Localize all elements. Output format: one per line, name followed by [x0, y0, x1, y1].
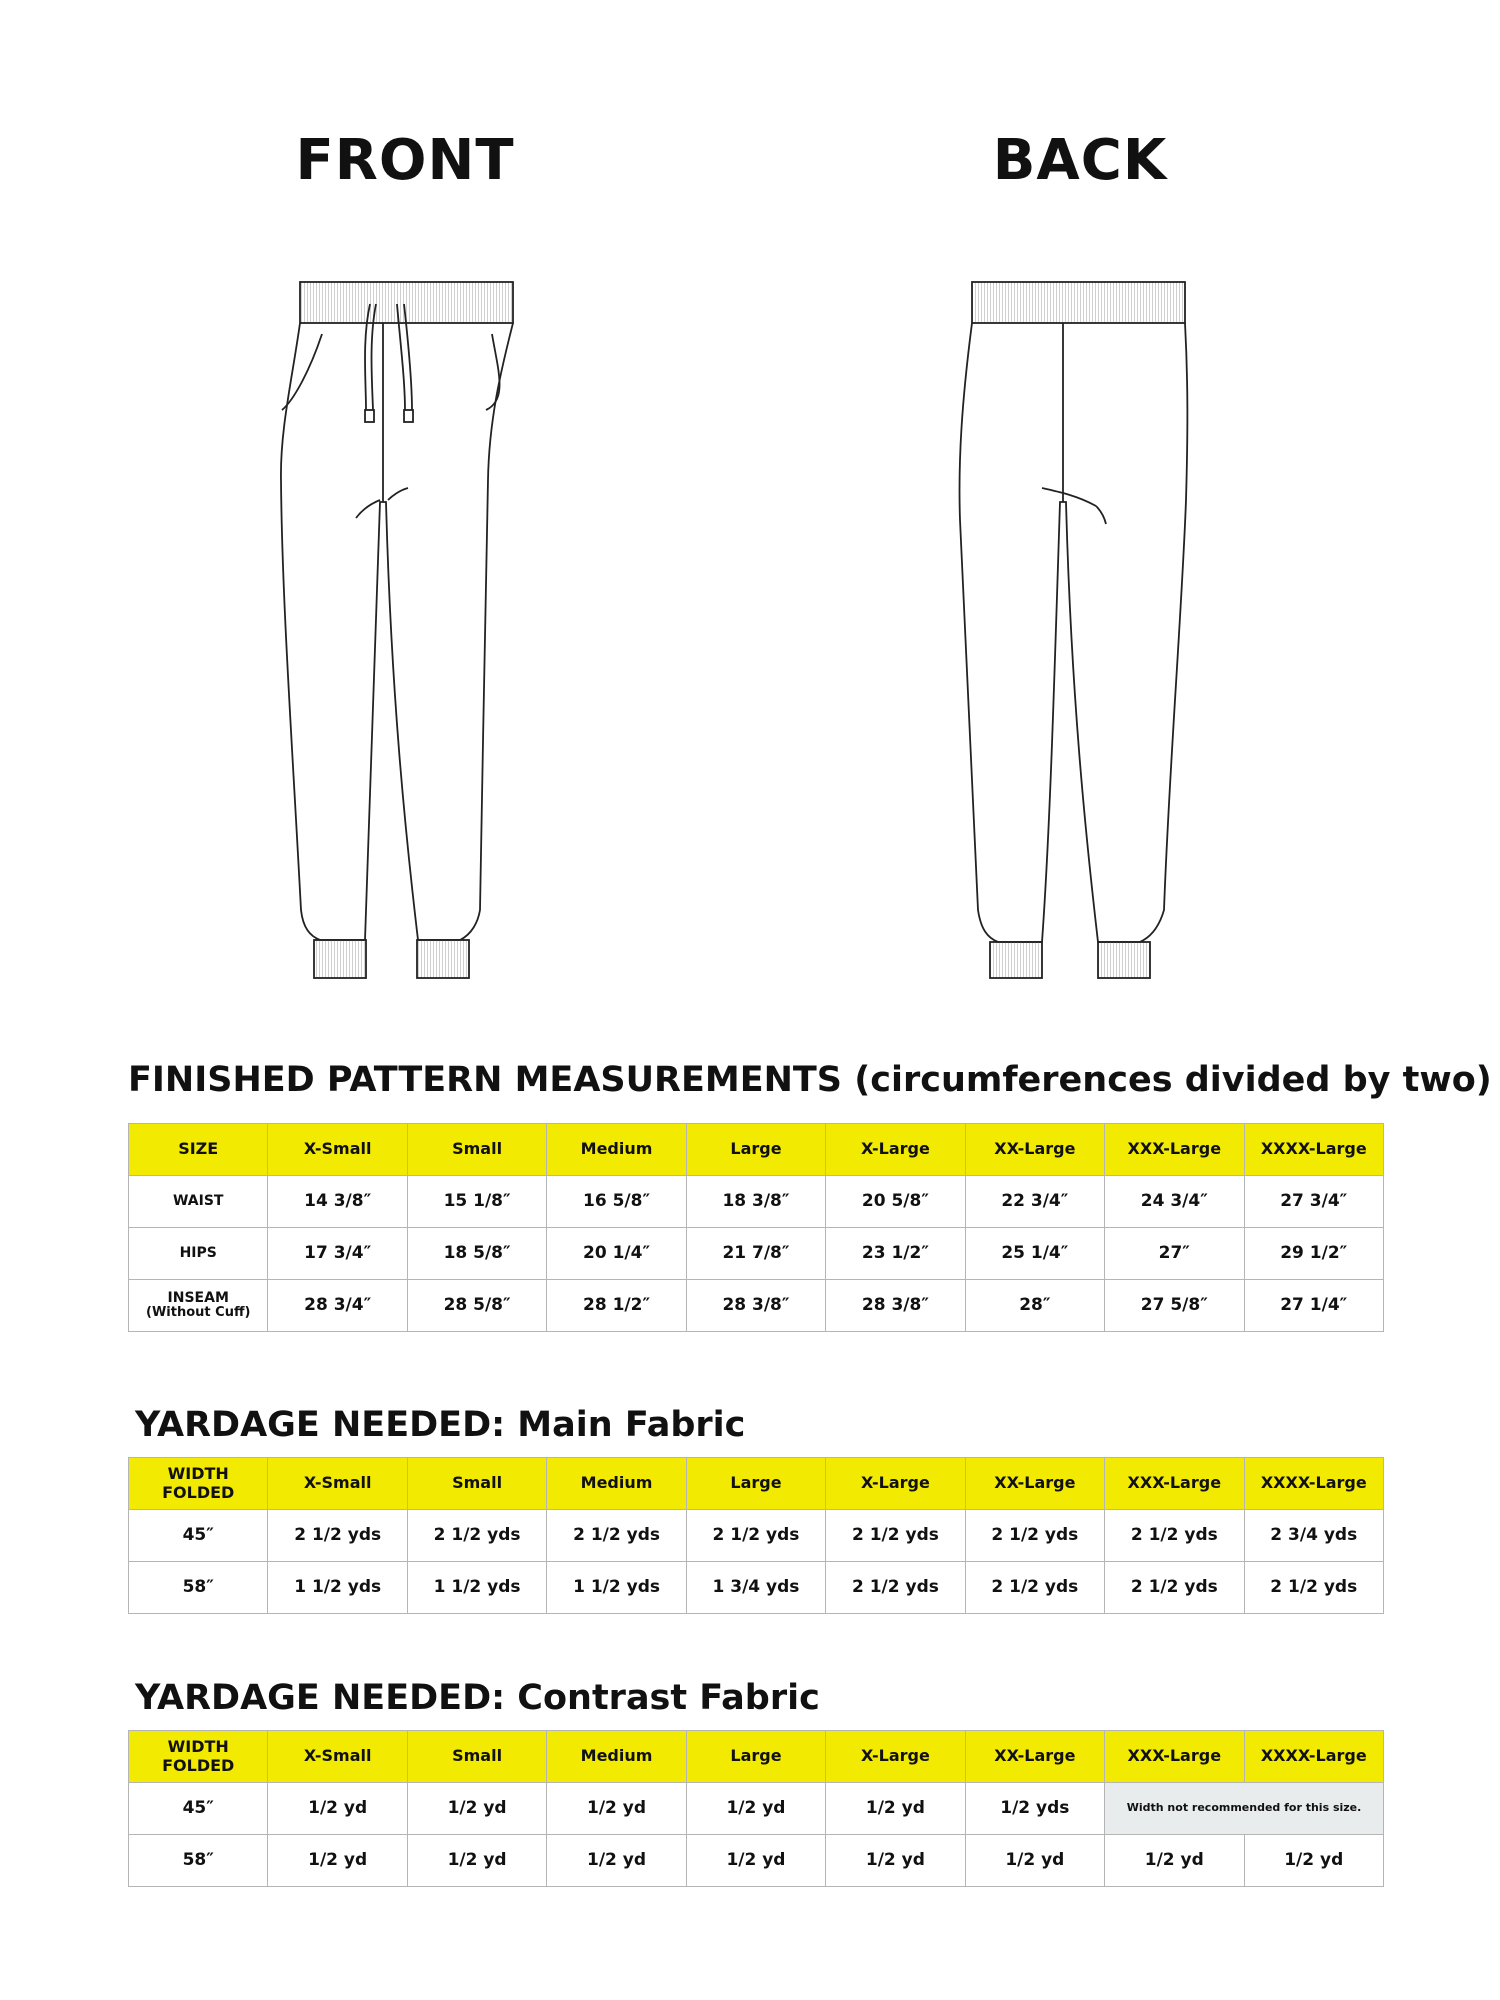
front-view-title: FRONT: [295, 128, 515, 193]
row-label-hips: HIPS: [129, 1228, 268, 1280]
table-row: [129, 1510, 1384, 1562]
front-cuff-left: [314, 940, 366, 978]
header-cell: XX-Large: [965, 1731, 1104, 1783]
header-cell: Large: [686, 1124, 825, 1176]
header-cell: X-Small: [268, 1731, 407, 1783]
row-label-45: 45″: [129, 1783, 268, 1835]
header-cell: XX-Large: [965, 1124, 1104, 1176]
width-folded-header: [129, 1458, 268, 1510]
table-cell: 28″: [965, 1280, 1104, 1332]
measurements-title: FINISHED PATTERN MEASUREMENTS (circumferences divided by two): [128, 1060, 1492, 1100]
header-cell: Small: [407, 1731, 546, 1783]
front-leg-outline: [281, 323, 513, 940]
table-row: [129, 1280, 1384, 1332]
main-fabric-title: YARDAGE NEEDED: Main Fabric: [135, 1405, 746, 1445]
not-recommended-note: Width not recommended for this size.: [1105, 1783, 1384, 1835]
table-row: [129, 1176, 1384, 1228]
table-cell: 18 3/8″: [686, 1176, 825, 1228]
table-cell: 2 1/2 yds: [1105, 1510, 1244, 1562]
table-row: [129, 1835, 1384, 1887]
table-cell: 29 1/2″: [1244, 1228, 1384, 1280]
measurements-table: [128, 1123, 1384, 1332]
table-cell: 1/2 yd: [686, 1835, 825, 1887]
table-row: [129, 1228, 1384, 1280]
table-cell: 28 3/8″: [826, 1280, 965, 1332]
contrast-fabric-table: [128, 1730, 1384, 1887]
table-cell: 2 1/2 yds: [1105, 1562, 1244, 1614]
row-label-inseam: [129, 1280, 268, 1332]
back-waistband: [972, 282, 1185, 323]
header-cell: XXX-Large: [1105, 1731, 1244, 1783]
row-label-waist: WAIST: [129, 1176, 268, 1228]
header-cell: X-Large: [826, 1458, 965, 1510]
table-cell: 1/2 yds: [965, 1783, 1104, 1835]
table-cell: 1 1/2 yds: [407, 1562, 546, 1614]
main-fabric-table: [128, 1457, 1384, 1614]
header-cell: Medium: [547, 1458, 686, 1510]
table-cell: 1 1/2 yds: [547, 1562, 686, 1614]
table-cell: 24 3/4″: [1105, 1176, 1244, 1228]
row-label-58: 58″: [129, 1562, 268, 1614]
table-cell: 2 1/2 yds: [547, 1510, 686, 1562]
back-pants-illustration: [950, 270, 1240, 980]
table-cell: 2 1/2 yds: [826, 1562, 965, 1614]
table-cell: 14 3/8″: [268, 1176, 407, 1228]
header-cell: XXX-Large: [1105, 1124, 1244, 1176]
table-row: [129, 1562, 1384, 1614]
table-cell: 27″: [1105, 1228, 1244, 1280]
table-cell: 28 5/8″: [407, 1280, 546, 1332]
table-row: [129, 1783, 1384, 1835]
table-cell: 1 1/2 yds: [268, 1562, 407, 1614]
inseam-sublabel: (Without Cuff): [146, 1305, 251, 1321]
table-cell: 1/2 yd: [547, 1835, 686, 1887]
table-cell: 28 3/8″: [686, 1280, 825, 1332]
front-waistband: [300, 282, 513, 323]
table-cell: 1/2 yd: [1105, 1835, 1244, 1887]
table-cell: 21 7/8″: [686, 1228, 825, 1280]
table-cell: 1/2 yd: [965, 1835, 1104, 1887]
table-cell: 20 1/4″: [547, 1228, 686, 1280]
header-cell: X-Large: [826, 1731, 965, 1783]
table-cell: 16 5/8″: [547, 1176, 686, 1228]
header-cell: Medium: [547, 1731, 686, 1783]
header-cell: X-Large: [826, 1124, 965, 1176]
table-cell: 22 3/4″: [965, 1176, 1104, 1228]
table-cell: 1/2 yd: [826, 1783, 965, 1835]
header-cell: XXXX-Large: [1244, 1458, 1384, 1510]
back-cuff-right: [1098, 942, 1150, 978]
table-cell: 1/2 yd: [407, 1783, 546, 1835]
table-cell: 18 5/8″: [407, 1228, 546, 1280]
back-view-title: BACK: [992, 128, 1168, 193]
table-cell: 2 3/4 yds: [1244, 1510, 1384, 1562]
header-cell: XXX-Large: [1105, 1458, 1244, 1510]
row-label-58: 58″: [129, 1835, 268, 1887]
header-cell: XXXX-Large: [1244, 1124, 1384, 1176]
header-cell: Large: [686, 1731, 825, 1783]
table-cell: 2 1/2 yds: [826, 1510, 965, 1562]
table-cell: 2 1/2 yds: [965, 1562, 1104, 1614]
table-cell: 25 1/4″: [965, 1228, 1104, 1280]
header-cell: Small: [407, 1124, 546, 1176]
header-cell: SIZE: [129, 1124, 268, 1176]
table-cell: 27 5/8″: [1105, 1280, 1244, 1332]
inseam-label: INSEAM: [167, 1289, 229, 1306]
front-pants-illustration: [270, 270, 560, 980]
back-leg-outline: [960, 323, 1188, 942]
table-cell: 2 1/2 yds: [1244, 1562, 1384, 1614]
folded-label: FOLDED: [162, 1755, 235, 1775]
table-cell: 1/2 yd: [1244, 1835, 1384, 1887]
header-cell: X-Small: [268, 1124, 407, 1176]
table-cell: 27 1/4″: [1244, 1280, 1384, 1332]
table-cell: 2 1/2 yds: [268, 1510, 407, 1562]
table-cell: 2 1/2 yds: [686, 1510, 825, 1562]
header-cell: Small: [407, 1458, 546, 1510]
table-cell: 2 1/2 yds: [407, 1510, 546, 1562]
table-cell: 28 1/2″: [547, 1280, 686, 1332]
header-cell: Medium: [547, 1124, 686, 1176]
table-cell: 2 1/2 yds: [965, 1510, 1104, 1562]
table-cell: 1/2 yd: [547, 1783, 686, 1835]
width-label: WIDTH: [167, 1464, 229, 1484]
contrast-fabric-title: YARDAGE NEEDED: Contrast Fabric: [135, 1678, 820, 1718]
table-cell: 1/2 yd: [268, 1783, 407, 1835]
folded-label: FOLDED: [162, 1482, 235, 1502]
table-cell: 1/2 yd: [268, 1835, 407, 1887]
table-cell: 23 1/2″: [826, 1228, 965, 1280]
front-cuff-right: [417, 940, 469, 978]
table-cell: 28 3/4″: [268, 1280, 407, 1332]
header-cell: XX-Large: [965, 1458, 1104, 1510]
row-label-45: 45″: [129, 1510, 268, 1562]
table-cell: 1 3/4 yds: [686, 1562, 825, 1614]
table-cell: 20 5/8″: [826, 1176, 965, 1228]
table-cell: 15 1/8″: [407, 1176, 546, 1228]
table-cell: 1/2 yd: [686, 1783, 825, 1835]
back-cuff-left: [990, 942, 1042, 978]
table-cell: 1/2 yd: [826, 1835, 965, 1887]
table-cell: 1/2 yd: [407, 1835, 546, 1887]
width-folded-header: [129, 1731, 268, 1783]
header-cell: Large: [686, 1458, 825, 1510]
table-cell: 17 3/4″: [268, 1228, 407, 1280]
header-cell: X-Small: [268, 1458, 407, 1510]
table-cell: 27 3/4″: [1244, 1176, 1384, 1228]
header-cell: XXXX-Large: [1244, 1731, 1384, 1783]
width-label: WIDTH: [167, 1737, 229, 1757]
